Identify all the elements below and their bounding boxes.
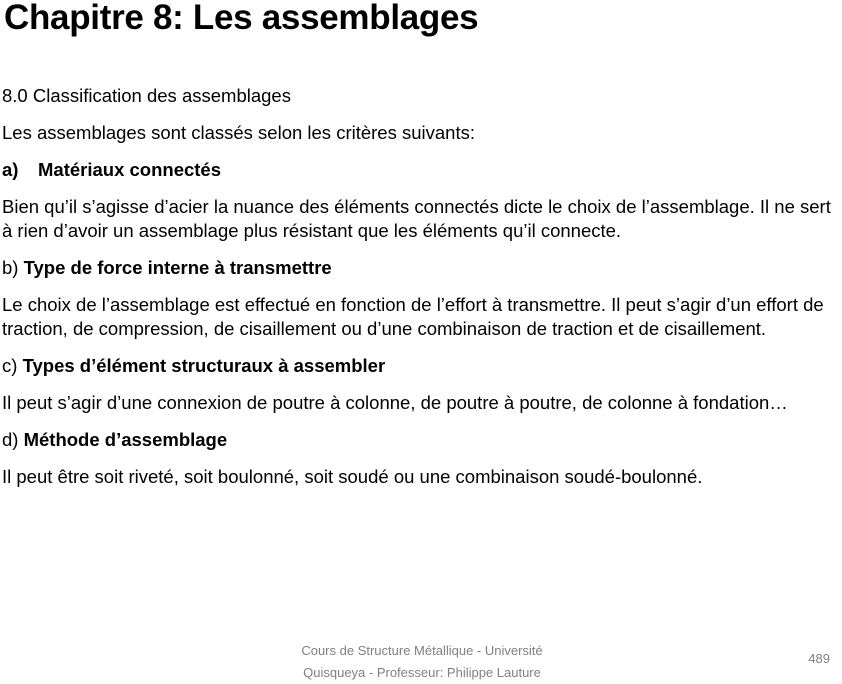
item-text-b: Le choix de l’assemblage est effectué en fonction de l’effort à transmettre. Il peut s’agir d’un effort de traction, de compression, de cisaillement ou d’une combinaison de traction et de cisaillement. (2, 294, 824, 339)
item-text-a: Bien qu’il s’agisse d’acier la nuance des éléments connectés dicte le choix de l’assemblage. Il ne sert à rien d’avoir un assemblage plus résistant que les éléments qu’il connecte. (2, 196, 831, 241)
slide-footer (262, 640, 582, 684)
item-heading-b (2, 256, 838, 280)
item-heading-a (2, 158, 838, 182)
item-heading-text-d: Méthode d’assemblage (23, 429, 228, 450)
item-text-d: Il peut être soit riveté, soit boulonné, soit soudé ou une combinaison soudé-boulonné. (2, 466, 703, 487)
item-heading-text-a: Matériaux connectés (38, 159, 222, 180)
intro-text: Les assemblages sont classés selon les critères suivants: (2, 122, 475, 143)
item-heading-text-c: Types d’élément structuraux à assembler (22, 355, 386, 376)
slide-content (2, 84, 838, 502)
item-heading-c (2, 354, 838, 378)
footer-line-2: Quisqueya - Professeur: Philippe Lauture (303, 665, 541, 680)
item-prefix-a: a) (2, 159, 19, 180)
item-prefix-d: d) (2, 429, 19, 450)
item-prefix-b: b) (2, 257, 19, 278)
item-heading-d (2, 428, 838, 452)
footer-line-1: Cours de Structure Métallique - Université (301, 643, 543, 658)
slide-title: Chapitre 8: Les assemblages (4, 0, 479, 37)
page-number: 489 (808, 651, 830, 666)
item-text-c: Il peut s’agir d’une connexion de poutre à colonne, de poutre à poutre, de colonne à fondation… (2, 392, 788, 413)
item-prefix-c: c) (2, 355, 18, 376)
item-heading-text-b: Type de force interne à transmettre (23, 257, 332, 278)
section-title: 8.0 Classification des assemblages (2, 85, 291, 106)
